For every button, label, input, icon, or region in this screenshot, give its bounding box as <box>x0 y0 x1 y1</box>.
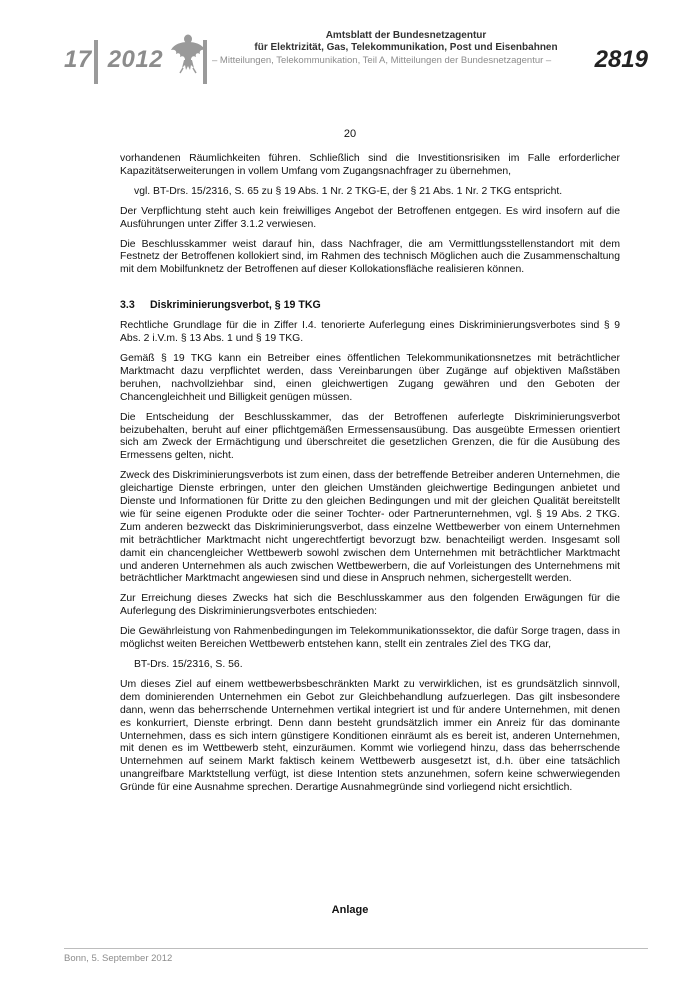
paragraph: Gemäß § 19 TKG kann ein Betreiber eines öffentlichen Telekommunikationsnetzes mit beträchtlicher Marktmacht dazu verpflichtet werden, dass Vereinbarungen über Zugänge auf objektiven Maßstäben beruhen, nachvollziehbar sind, einen gleichwertigen Zugang gewähren und den Geboten der Chancengleichheit und Billigkeit genügen müssen. <box>120 352 620 403</box>
gazette-title <box>216 30 596 54</box>
footer-divider <box>64 948 648 949</box>
gazette-title-line2: für Elektrizität, Gas, Telekommunikation, Post und Eisenbahnen <box>254 42 558 53</box>
citation: vgl. BT-Drs. 15/2316, S. 65 zu § 19 Abs. 1 Nr. 2 TKG-E, der § 21 Abs. 1 Nr. 2 TKG entspricht. <box>134 185 563 197</box>
paragraph: Zweck des Diskriminierungsverbots ist zum einen, dass der betreffende Betreiber anderen Unternehmen, die gleichartige Dienste erbringen, unter den gleichen Umständen gleichwertige Bedingungen anbietet und Dienste und Informationen für Dritte zu den gleichen Bedingungen und mit der gleichen Qualität bereitstellt wie für seine eigenen Produkte oder die seiner Tochter- oder Partnerunternehmen, vgl. § 19 Abs. 2 TKG. Zum anderen bezweckt das Diskriminierungsverbot, dass einzelne Wettbewerber von einem Unternehmen mit beträchtlicher Marktmacht nicht ungerechtfertigt bevorzugt bzw. benachteiligt werden. Insgesamt soll damit ein chancengleicher Wettbewerb sowohl zwischen dem Unternehmen mit beträchtlicher Marktmacht und anderen Unternehmen als auch zwischen Wettbewerbern, die auf Vorleistungen des Unternehmens mit beträchtlicher Marktmacht angewiesen sind und diese in Anspruch nehmen, sichergestellt werden. <box>120 470 620 585</box>
paragraph: Rechtliche Grundlage für die in Ziffer I.4. tenorierte Auferlegung eines Diskriminierungsverbotes sind § 9 Abs. 2 i.V.m. § 13 Abs. 1 und § 19 TKG. <box>120 320 620 345</box>
section-heading <box>120 299 620 312</box>
federal-eagle-icon <box>170 30 206 74</box>
paragraph: Zur Erreichung dieses Zwecks hat sich die Beschlusskammer aus den folgenden Erwägungen für die Auferlegung des Diskriminierungsverbotes entschieden: <box>120 593 620 618</box>
paragraph: Die Entscheidung der Beschlusskammer, das der Betroffenen auferlegte Diskriminierungsverbot beizubehalten, beruht auf einer pflichtgemäßen Ermessensausübung. Das ausgeübte Ermessen orientiert sich am Zweck der Ermächtigung und überschreitet die gesetzlichen Grenzen, die für die Ausübung des Ermessens gelten, nicht. <box>120 411 620 462</box>
paragraph: Die Beschlusskammer weist darauf hin, dass Nachfrager, die am Vermittlungsstellenstandort mit dem Festnetz der Betroffenen kollokiert sind, im Rahmen des technisch Möglichen auch die Zusammenschaltung mit dem Mobilfunknetz der Betroffenen auf dieser Kollokationsfläche realisieren können. <box>120 238 620 276</box>
footer-place-date: Bonn, 5. September 2012 <box>64 953 173 964</box>
internal-page-number: 20 <box>343 128 357 140</box>
paragraph: Die Gewährleistung von Rahmenbedingungen im Telekommunikationssektor, die dafür Sorge tragen, dass in möglichst weiten Bereichen Wettbewerb entstehen kann, stellt ein zentrales Ziel des TKG dar, <box>120 626 620 651</box>
citation: BT-Drs. 15/2316, S. 56. <box>134 659 243 670</box>
paragraph: vorhandenen Räumlichkeiten führen. Schließlich sind die Investitionsrisiken im Falle erforderlicher Kapazitätserweiterungen in vollem Umfang vom Zugangsnachfrager zu übernehmen, <box>120 153 620 177</box>
paragraph: Um dieses Ziel auf einem wettbewerbsbeschränkten Markt zu verwirklichen, ist es grundsätzlich sinnvoll, dem dominierenden Unternehmen ein Gebot zur Gleichbehandlung aufzuerlegen. Das gilt insbesondere dann, wenn das beherrschende Unternehmen vertikal integriert ist und für andere Unternehmen, mit denen es konkurriert, Dienste erbringt. Denn dann besteht grundsätzlich immer ein Anreiz für das dominante Unternehmen, dass es sich intern günstigere Konditionen einräumt als es bereit ist, anderen Unternehmen, mit denen es im Wettbewerb steht, einzuräumen. Kommt wie vorliegend hinzu, dass das beherrschende Unternehmen auf seinem Markt faktisch keinem Wettbewerb ausgesetzt ist, d.h. über eine tatsächlich unangreifbare Marktstellung verfügt, ist diese Intention stets anzunehmen, sofern keine schwerwiegenden Gründe für eine Ausnahme sprechen. Derartige Ausnahmegründe sind vorliegend nicht ersichtlich. <box>120 678 620 794</box>
section-title: Diskriminierungsverbot, § 19 TKG <box>150 299 321 312</box>
annex-label: Anlage <box>331 904 369 916</box>
header-divider <box>94 40 98 84</box>
gazette-title-line1: Amtsblatt der Bundesnetzagentur <box>325 30 487 41</box>
issue-label <box>64 46 163 74</box>
paragraph: Der Verpflichtung steht auch kein freiwilliges Angebot der Betroffenen entgegen. Es wird insofern auf die Ausführungen unter Ziffer 3.1.2 verwiesen. <box>120 205 620 230</box>
issue-year: 2012 <box>107 46 164 73</box>
section-number: 3.3 <box>120 299 135 312</box>
gazette-page-number: 2819 <box>594 46 648 73</box>
gazette-subtitle: – Mitteilungen, Telekommunikation, Teil A, Mitteilungen der Bundesnetzagentur – <box>212 55 552 66</box>
issue-number: 17 <box>64 46 92 73</box>
document-body <box>120 153 620 802</box>
